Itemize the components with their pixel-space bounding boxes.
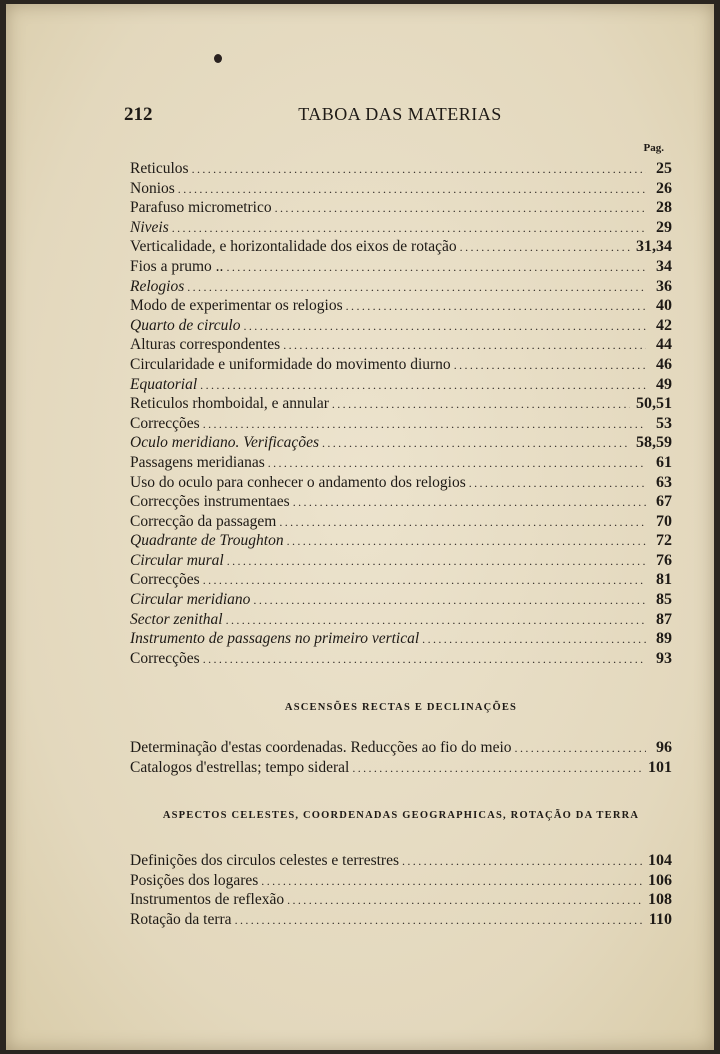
dot-leader xyxy=(200,378,646,393)
toc-entry-page: 96 xyxy=(656,739,672,756)
toc-entry-title: Reticulos xyxy=(130,160,189,177)
toc-entry-title: Fios a prumo .. xyxy=(130,257,224,275)
running-title: TABOA DAS MATERIAS xyxy=(298,104,502,124)
toc-entry xyxy=(130,513,672,533)
dot-leader xyxy=(275,201,646,216)
toc-entry-title: Parafuso micrometrico xyxy=(130,199,272,217)
toc-entry xyxy=(130,650,672,670)
toc-entry xyxy=(130,454,672,474)
dot-leader xyxy=(187,280,646,295)
dot-leader xyxy=(283,338,646,353)
pag-column-label: Pag. xyxy=(643,142,664,154)
toc-main-list xyxy=(130,160,672,669)
dot-leader xyxy=(279,515,646,530)
toc-entry-title: Niveis xyxy=(130,218,169,236)
dot-leader xyxy=(203,417,646,432)
toc-entry xyxy=(130,238,672,258)
dot-leader xyxy=(268,456,646,471)
toc-entry xyxy=(130,872,672,892)
toc-entry-page: 29 xyxy=(656,218,672,236)
toc-entry xyxy=(130,258,672,278)
page-header xyxy=(124,104,676,130)
toc-entry-title: Relogios xyxy=(130,277,185,295)
dot-leader xyxy=(227,554,646,569)
dot-leader xyxy=(469,476,646,491)
toc-entry-title: Oculo meridiano. Verificações xyxy=(130,434,319,452)
toc-entry-title: Definições dos circulos celestes e terrestres xyxy=(130,852,399,869)
toc-entry-page: 42 xyxy=(656,316,672,334)
toc-entry xyxy=(130,317,672,337)
toc-entry-title: Posições dos logares xyxy=(130,871,259,889)
dot-leader xyxy=(287,534,646,549)
toc-entry-page: 85 xyxy=(656,591,672,609)
toc-entry xyxy=(130,532,672,552)
toc-entry xyxy=(130,395,672,415)
toc-entry xyxy=(130,356,672,376)
toc-entry-title: Circularidade e uniformidade do movimento diurno xyxy=(130,355,451,373)
toc-entry xyxy=(130,434,672,454)
toc-entry-title: Quarto de circulo xyxy=(130,316,241,334)
dot-leader xyxy=(293,495,646,510)
toc-entry xyxy=(130,759,672,779)
toc-entry-page: 25 xyxy=(656,160,672,177)
toc-entry-title: Circular mural xyxy=(130,551,224,569)
toc-entry xyxy=(130,278,672,298)
ink-spot xyxy=(214,54,222,63)
toc-entry xyxy=(130,911,672,931)
toc-entry-page: 101 xyxy=(648,758,672,776)
toc-entry xyxy=(130,611,672,631)
toc-entry-page: 81 xyxy=(656,571,672,589)
toc-entry-title: Correcção da passagem xyxy=(130,512,277,530)
dot-leader xyxy=(192,162,646,177)
toc-entry-title: Circular meridiano xyxy=(130,591,251,609)
toc-entry-page: 63 xyxy=(656,473,672,491)
dot-leader xyxy=(515,741,646,756)
toc-entry-title: Rotação da terra xyxy=(130,910,232,928)
toc-entry-page: 40 xyxy=(656,297,672,315)
toc-entry-page: 93 xyxy=(656,649,672,667)
toc-entry xyxy=(130,852,672,872)
toc-entry-title: Equatorial xyxy=(130,375,198,393)
toc-entry xyxy=(130,297,672,317)
toc-entry-page: 108 xyxy=(648,891,672,909)
toc-aspectos-list xyxy=(130,852,672,930)
section-heading-ascensoes: ASCENSÕES RECTAS E DECLINAÇÕES xyxy=(284,702,518,713)
dot-leader xyxy=(235,913,643,928)
dot-leader xyxy=(261,874,642,889)
toc-entry-page: 53 xyxy=(656,414,672,432)
toc-entry xyxy=(130,571,672,591)
dot-leader xyxy=(253,593,646,608)
toc-entry-page: 31,34 xyxy=(636,238,672,256)
toc-entry-page: 89 xyxy=(656,630,672,648)
toc-entry-page: 26 xyxy=(656,179,672,197)
toc-entry-page: 67 xyxy=(656,493,672,511)
toc-entry xyxy=(130,591,672,611)
section-heading-aspectos: ASPECTOS CELESTES, COORDENADAS GEOGRAPHICAS, ROTAÇÃO DA TERRA xyxy=(162,810,640,821)
toc-entry-page: 87 xyxy=(656,610,672,628)
toc-entry-title: Determinação d'estas coordenadas. Reducções ao fio do meio xyxy=(130,739,512,756)
dot-leader xyxy=(178,182,646,197)
toc-entry-page: 72 xyxy=(656,532,672,550)
toc-entry-page: 49 xyxy=(656,375,672,393)
toc-entry xyxy=(130,891,672,911)
toc-entry-title: Instrumento de passagens no primeiro vertical xyxy=(130,630,420,648)
toc-entry-page: 44 xyxy=(656,336,672,354)
dot-leader xyxy=(332,397,630,412)
dot-leader xyxy=(454,358,646,373)
toc-entry-page: 34 xyxy=(656,257,672,275)
toc-entry xyxy=(130,160,672,180)
toc-ascensoes-list xyxy=(130,739,672,778)
toc-entry-title: Modo de experimentar os relogios xyxy=(130,297,343,315)
dot-leader xyxy=(203,652,646,667)
toc-entry-page: 76 xyxy=(656,551,672,569)
toc-entry-page: 110 xyxy=(648,910,672,928)
book-page xyxy=(6,4,714,1050)
dot-leader xyxy=(460,240,630,255)
toc-entry xyxy=(130,180,672,200)
toc-entry-title: Quadrante de Troughton xyxy=(130,532,284,550)
toc-entry-page: 36 xyxy=(656,277,672,295)
toc-entry xyxy=(130,552,672,572)
toc-entry xyxy=(130,493,672,513)
dot-leader xyxy=(226,260,646,275)
toc-entry xyxy=(130,199,672,219)
toc-entry-page: 50,51 xyxy=(636,395,672,413)
toc-entry-page: 28 xyxy=(656,199,672,217)
dot-leader xyxy=(226,613,646,628)
page-number: 212 xyxy=(124,104,153,125)
toc-entry-page: 104 xyxy=(648,852,672,869)
dot-leader xyxy=(402,854,642,869)
toc-entry-title: Passagens meridianas xyxy=(130,453,265,471)
toc-entry xyxy=(130,336,672,356)
dot-leader xyxy=(346,299,646,314)
toc-entry xyxy=(130,376,672,396)
toc-entry-title: Catalogos d'estrellas; tempo sideral xyxy=(130,758,350,776)
toc-entry-page: 46 xyxy=(656,355,672,373)
toc-entry-title: Uso do oculo para conhecer o andamento dos relogios xyxy=(130,473,466,491)
toc-entry xyxy=(130,415,672,435)
toc-entry-title: Alturas correspondentes xyxy=(130,336,281,354)
toc-entry xyxy=(130,739,672,759)
toc-entry-title: Reticulos rhomboidal, e annular xyxy=(130,395,329,413)
dot-leader xyxy=(352,761,642,776)
toc-entry-page: 106 xyxy=(648,871,672,889)
toc-entry-title: Instrumentos de reflexão xyxy=(130,891,285,909)
toc-entry-title: Nonios xyxy=(130,179,175,197)
toc-entry xyxy=(130,474,672,494)
toc-entry-title: Verticalidade, e horizontalidade dos eixos de rotação xyxy=(130,238,457,256)
toc-entry-page: 58,59 xyxy=(636,434,672,452)
dot-leader xyxy=(322,436,630,451)
dot-leader xyxy=(172,221,646,236)
toc-entry xyxy=(130,630,672,650)
dot-leader xyxy=(244,319,647,334)
toc-entry-page: 61 xyxy=(656,453,672,471)
dot-leader xyxy=(203,573,646,588)
dot-leader xyxy=(287,893,642,908)
toc-entry xyxy=(130,219,672,239)
toc-entry-title: Correcções xyxy=(130,571,200,589)
toc-entry-title: Sector zenithal xyxy=(130,610,223,628)
dot-leader xyxy=(422,632,646,647)
toc-entry-title: Correcções xyxy=(130,414,200,432)
toc-entry-page: 70 xyxy=(656,512,672,530)
toc-entry-title: Correcções instrumentaes xyxy=(130,493,290,511)
toc-entry-title: Correcções xyxy=(130,649,200,667)
